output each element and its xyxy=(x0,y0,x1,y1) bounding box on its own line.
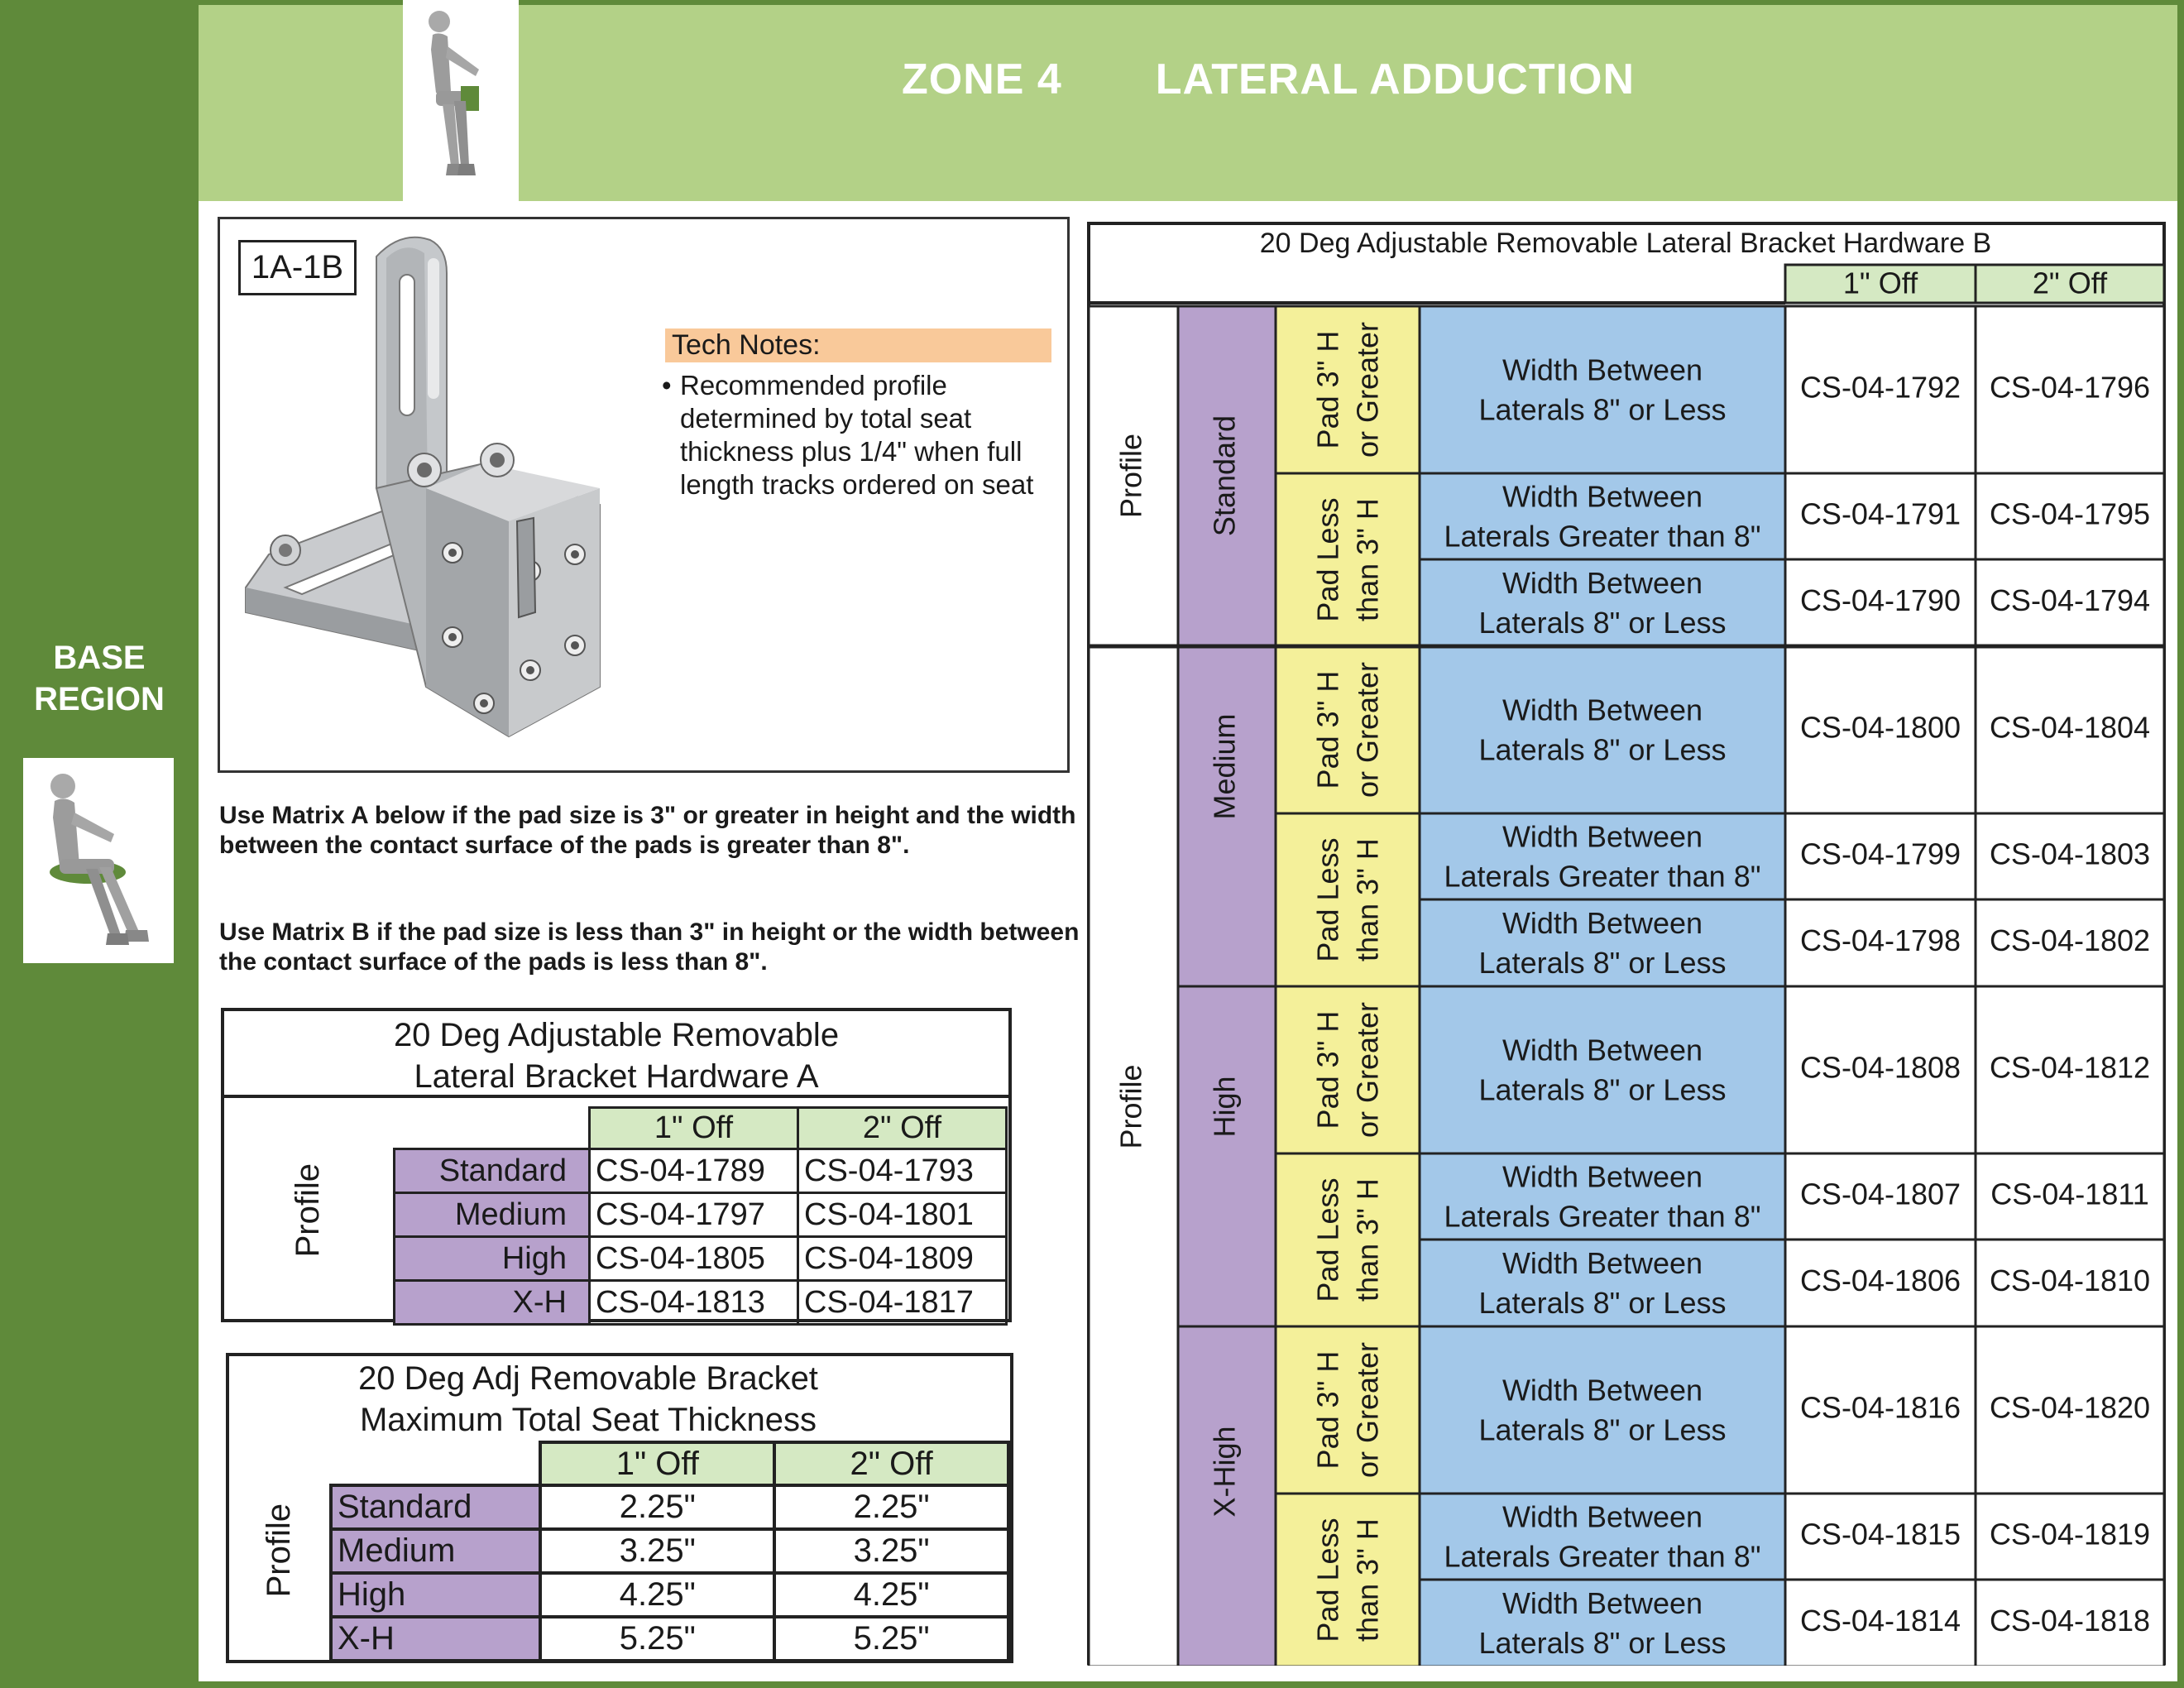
table-row xyxy=(395,1281,1007,1325)
width-cell xyxy=(1420,646,1785,813)
profile-label: Profile xyxy=(1114,433,1148,519)
seated-person-icon xyxy=(23,758,174,963)
matrix-a-title-line2: Lateral Bracket Hardware A xyxy=(414,1058,819,1095)
matrix-a-table xyxy=(221,1008,1012,1322)
table-row xyxy=(331,1617,1008,1661)
matrix-b-instruction: Use Matrix B if the pad size is less than 3" in height or the width between the contact surface of the pads is less than 8". xyxy=(219,918,1080,976)
part-number: CS-04-1810 xyxy=(1989,1264,2151,1298)
lateral-bracket-hardware-icon xyxy=(236,223,633,761)
pad-cell xyxy=(1276,306,1420,473)
zone-title: LATERAL ADDUCTION xyxy=(1155,55,1636,103)
page-title xyxy=(902,55,1635,104)
width-cell xyxy=(1420,986,1785,1153)
profile-label: Profile xyxy=(1114,1064,1148,1149)
part-number: CS-04-1819 xyxy=(1989,1517,2151,1551)
table-row xyxy=(331,1573,1008,1617)
part-number: CS-04-1818 xyxy=(1989,1604,2151,1638)
width-label: Width Between Laterals 8" or Less xyxy=(1478,693,1727,767)
profile-label: Profile xyxy=(289,1163,326,1258)
row-label: Standard xyxy=(395,1149,590,1193)
part-number: CS-04-1800 xyxy=(1799,710,1961,745)
region-label-line1: BASE xyxy=(53,640,146,676)
pad-cell xyxy=(1276,646,1420,813)
matrix-a-title xyxy=(224,1011,1008,1098)
region-label-line2: REGION xyxy=(34,681,165,717)
row-label: Medium xyxy=(331,1529,540,1573)
width-label: Width Between Laterals Greater than 8" xyxy=(1444,1499,1761,1574)
part-number: CS-04-1813 xyxy=(590,1281,798,1325)
table-row xyxy=(395,1237,1007,1281)
seated-person-icon xyxy=(403,0,519,201)
part-number: CS-04-1802 xyxy=(1989,923,2151,958)
thickness-value: 5.25" xyxy=(774,1617,1008,1661)
thickness-value: 3.25" xyxy=(774,1529,1008,1573)
width-label: Width Between Laterals Greater than 8" xyxy=(1444,1159,1761,1234)
profile-name: Medium xyxy=(1207,713,1242,820)
table-row xyxy=(395,1193,1007,1237)
width-label: Width Between Laterals Greater than 8" xyxy=(1444,479,1761,554)
thickness-value: 4.25" xyxy=(774,1573,1008,1617)
pad-size-label: Pad 3" H or Greater xyxy=(1310,1341,1385,1479)
seat-thickness-table xyxy=(226,1353,1013,1663)
width-label: Width Between Laterals 8" or Less xyxy=(1478,906,1727,981)
thickness-value: 3.25" xyxy=(540,1529,774,1573)
pad-size-label: Pad 3" H or Greater xyxy=(1310,321,1385,458)
pad-cell xyxy=(1276,1326,1420,1494)
table-row xyxy=(395,1149,1007,1193)
part-number: CS-04-1794 xyxy=(1989,583,2151,618)
pad-size-label: Pad Less than 3" H xyxy=(1310,1518,1385,1642)
pad-size-label: Pad 3" H or Greater xyxy=(1310,1001,1385,1139)
part-number: CS-04-1792 xyxy=(1799,370,1961,405)
part-number: CS-04-1791 xyxy=(1799,496,1961,531)
pad-cell xyxy=(1276,986,1420,1153)
part-number: CS-04-1809 xyxy=(798,1237,1007,1281)
thickness-value: 5.25" xyxy=(540,1617,774,1661)
pad-cell xyxy=(1276,1153,1420,1326)
width-label: Width Between Laterals 8" or Less xyxy=(1478,1373,1727,1447)
col-header-1-off: 1" Off xyxy=(1842,266,1918,300)
zone-label: ZONE 4 xyxy=(902,55,1062,103)
tech-notes-text: Recommended profile determined by total seat thickness plus 1/4" when full length tracks ordered on seat xyxy=(680,370,1034,500)
bullet-mark: • xyxy=(662,370,672,400)
row-label: Medium xyxy=(395,1193,590,1237)
width-label: Width Between Laterals 8" or Less xyxy=(1478,1033,1727,1107)
width-label: Width Between Laterals Greater than 8" xyxy=(1444,819,1761,894)
product-code: 1A-1B xyxy=(238,240,357,295)
part-number: CS-04-1808 xyxy=(1799,1050,1961,1085)
part-number: CS-04-1804 xyxy=(1989,710,2151,745)
matrix-a-grid xyxy=(393,1106,1008,1326)
part-number: CS-04-1796 xyxy=(1989,370,2151,405)
thickness-title-line2: Maximum Total Seat Thickness xyxy=(359,1402,817,1438)
part-number: CS-04-1795 xyxy=(1989,496,2151,531)
part-number: CS-04-1797 xyxy=(590,1193,798,1237)
profile-column-cell xyxy=(1089,646,1178,1666)
thickness-grid xyxy=(329,1441,1010,1662)
thickness-title xyxy=(229,1356,1013,1441)
matrix-b-title: 20 Deg Adjustable Removable Lateral Bracket Hardware B xyxy=(1259,227,1992,259)
pad-size-label: Pad Less than 3" H xyxy=(1310,497,1385,622)
table-row xyxy=(331,1529,1008,1573)
part-number: CS-04-1820 xyxy=(1989,1390,2151,1425)
part-number: CS-04-1811 xyxy=(1990,1177,2149,1211)
matrix-a-title-line1: 20 Deg Adjustable Removable xyxy=(393,1017,840,1053)
part-number: CS-04-1798 xyxy=(1799,923,1961,958)
width-label: Width Between Laterals 8" or Less xyxy=(1478,352,1727,427)
tech-notes-body xyxy=(662,369,1051,501)
pad-cell xyxy=(1276,473,1420,646)
pad-cell xyxy=(1276,813,1420,986)
thickness-value: 2.25" xyxy=(540,1485,774,1529)
row-label: Standard xyxy=(331,1485,540,1529)
profile-label: Profile xyxy=(260,1503,297,1598)
table-row xyxy=(331,1485,1008,1529)
col-header-2-off: 2" Off xyxy=(798,1108,1007,1149)
part-number: CS-04-1806 xyxy=(1799,1264,1961,1298)
width-label: Width Between Laterals 8" or Less xyxy=(1478,1246,1727,1321)
part-number: CS-04-1799 xyxy=(1799,837,1961,871)
thickness-group-label xyxy=(229,1441,328,1660)
profile-cell xyxy=(1178,986,1276,1326)
part-number: CS-04-1805 xyxy=(590,1237,798,1281)
part-number: CS-04-1816 xyxy=(1799,1390,1961,1425)
thickness-value: 2.25" xyxy=(774,1485,1008,1529)
row-label: High xyxy=(395,1237,590,1281)
matrix-b-table xyxy=(1087,222,2166,1666)
col-header-2-off: 2" Off xyxy=(2032,266,2108,300)
matrix-a-group-label xyxy=(224,1101,391,1319)
part-number: CS-04-1807 xyxy=(1799,1177,1961,1211)
part-number: CS-04-1801 xyxy=(798,1193,1007,1237)
width-cell xyxy=(1420,306,1785,473)
profile-name: Standard xyxy=(1207,415,1242,537)
width-cell xyxy=(1420,1326,1785,1494)
col-header-1-off: 1" Off xyxy=(540,1442,774,1485)
width-label: Width Between Laterals 8" or Less xyxy=(1478,1586,1727,1661)
row-label: High xyxy=(331,1573,540,1617)
profile-name: High xyxy=(1207,1076,1242,1138)
page-border-bottom xyxy=(199,1681,2184,1688)
part-number: CS-04-1812 xyxy=(1989,1050,2151,1085)
width-label: Width Between Laterals 8" or Less xyxy=(1478,566,1727,640)
part-number: CS-04-1803 xyxy=(1989,837,2151,871)
profile-name: X-High xyxy=(1207,1426,1242,1518)
thickness-title-line1: 20 Deg Adj Removable Bracket xyxy=(358,1360,818,1397)
col-header-2-off: 2" Off xyxy=(774,1442,1008,1485)
part-number: CS-04-1790 xyxy=(1799,583,1961,618)
pad-size-label: Pad 3" H or Greater xyxy=(1310,661,1385,798)
pad-cell xyxy=(1276,1494,1420,1666)
part-number: CS-04-1815 xyxy=(1799,1517,1961,1551)
pad-size-label: Pad Less than 3" H xyxy=(1310,837,1385,962)
part-number: CS-04-1793 xyxy=(798,1149,1007,1193)
part-number: CS-04-1814 xyxy=(1799,1604,1961,1638)
col-header-1-off: 1" Off xyxy=(590,1108,798,1149)
row-label: X-H xyxy=(395,1281,590,1325)
part-number: CS-04-1817 xyxy=(798,1281,1007,1325)
pad-size-label: Pad Less than 3" H xyxy=(1310,1177,1385,1302)
row-label: X-H xyxy=(331,1617,540,1661)
region-label xyxy=(0,637,199,720)
part-number: CS-04-1789 xyxy=(590,1149,798,1193)
thickness-value: 4.25" xyxy=(540,1573,774,1617)
page-border-right xyxy=(2177,0,2184,1688)
tech-notes-heading: Tech Notes: xyxy=(665,328,1051,362)
matrix-a-instruction: Use Matrix A below if the pad size is 3" or greater in height and the width between the contact surface of the pads is greater than 8". xyxy=(219,802,1076,859)
